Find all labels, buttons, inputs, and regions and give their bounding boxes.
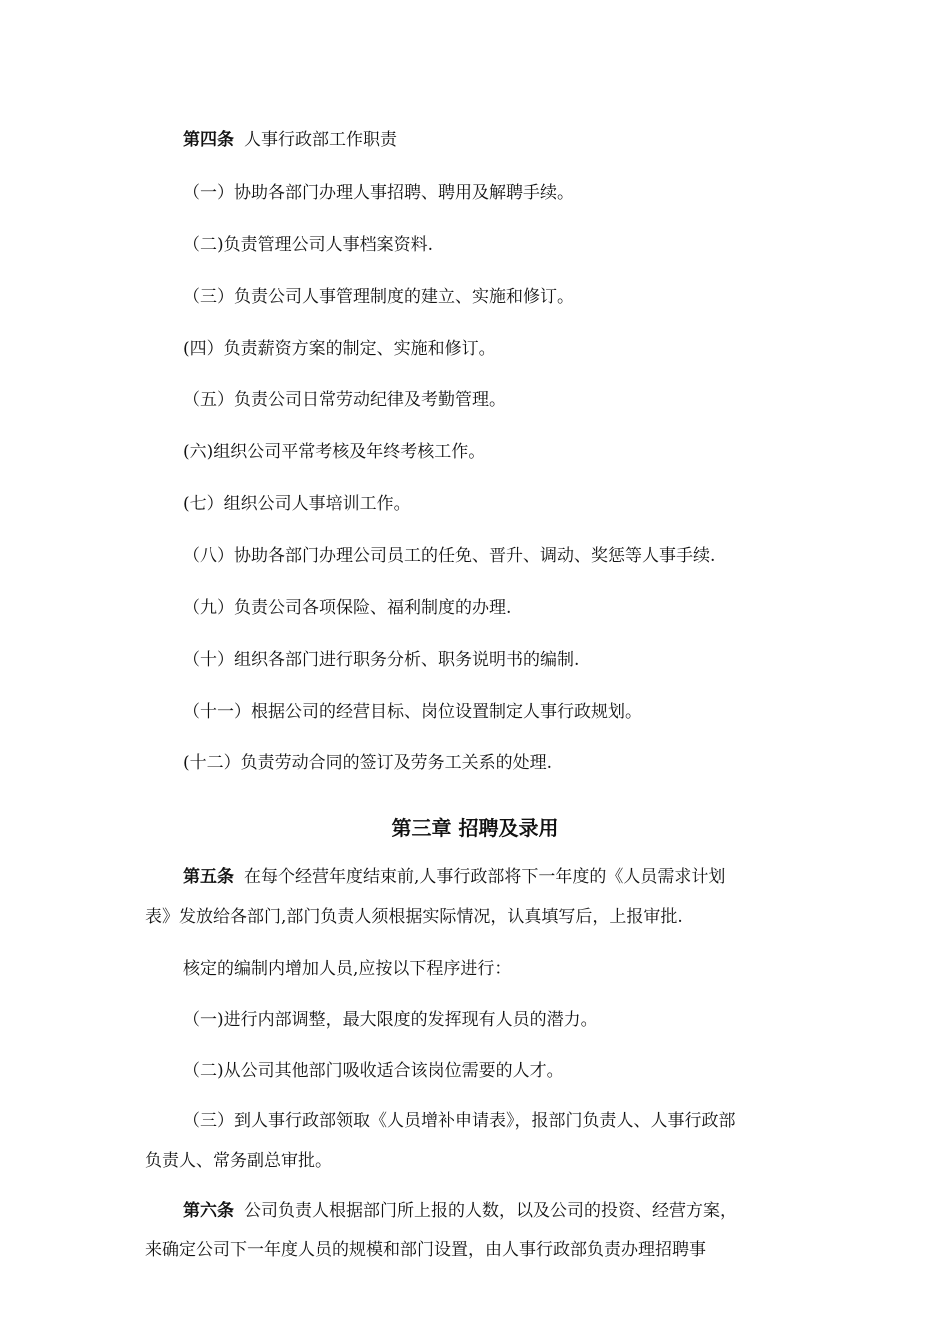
article4-item-10: （十）组织各部门进行职务分析、职务说明书的编制. <box>183 650 580 670</box>
article5-item-1: （一)进行内部调整，最大限度的发挥现有人员的潜力。 <box>183 1010 598 1030</box>
article4-item-3: （三）负责公司人事管理制度的建立、实施和修订。 <box>183 287 574 307</box>
article4-header <box>183 129 397 151</box>
article5-item-3-line2: 负责人、常务副总审批。 <box>145 1151 332 1171</box>
article4-title: 人事行政部工作职责 <box>244 130 397 150</box>
article4-label: 第四条 <box>183 130 234 150</box>
article6-label: 第六条 <box>183 1201 234 1221</box>
article5-intro: 核定的编制内增加人员,应按以下程序进行： <box>183 959 512 979</box>
article5-line-1 <box>183 866 725 888</box>
chapter3-title: 第三章 招聘及录用 <box>391 816 559 840</box>
article4-item-5: （五）负责公司日常劳动纪律及考勤管理。 <box>183 390 506 410</box>
article5-label: 第五条 <box>183 867 234 887</box>
article4-item-2: （二)负责管理公司人事档案资料. <box>183 235 434 255</box>
article6-text-line1: 公司负责人根据部门所上报的人数，以及公司的投资、经营方案， <box>244 1201 737 1221</box>
article4-item-7: (七）组织公司人事培训工作。 <box>183 494 411 514</box>
article4-item-4: (四）负责薪资方案的制定、实施和修订。 <box>183 339 496 359</box>
article4-item-8: （八）协助各部门办理公司员工的任免、晋升、调动、奖惩等人事手续. <box>183 546 716 566</box>
article4-item-9: （九）负责公司各项保险、福利制度的办理. <box>183 598 512 618</box>
article5-item-2: （二)从公司其他部门吸收适合该岗位需要的人才。 <box>183 1061 564 1081</box>
article6-line-1 <box>183 1200 737 1222</box>
article4-item-6: (六)组织公司平常考核及年终考核工作。 <box>183 442 486 462</box>
article6-text-line2: 来确定公司下一年度人员的规模和部门设置，由人事行政部负责办理招聘事 <box>145 1240 706 1260</box>
article5-text-line1: 在每个经营年度结束前,人事行政部将下一年度的《人员需求计划 <box>244 867 726 887</box>
article5-item-3-line1: （三）到人事行政部领取《人员增补申请表》，报部门负责人、人事行政部 <box>183 1111 736 1131</box>
article4-item-1: （一）协助各部门办理人事招聘、聘用及解聘手续。 <box>183 183 574 203</box>
article4-item-12: (十二）负责劳动合同的签订及劳务工关系的处理. <box>183 753 553 773</box>
article4-item-11: （十一）根据公司的经营目标、岗位设置制定人事行政规划。 <box>183 702 642 722</box>
article5-text-line2: 表》发放给各部门,部门负责人须根据实际情况，认真填写后，上报审批. <box>145 907 683 927</box>
